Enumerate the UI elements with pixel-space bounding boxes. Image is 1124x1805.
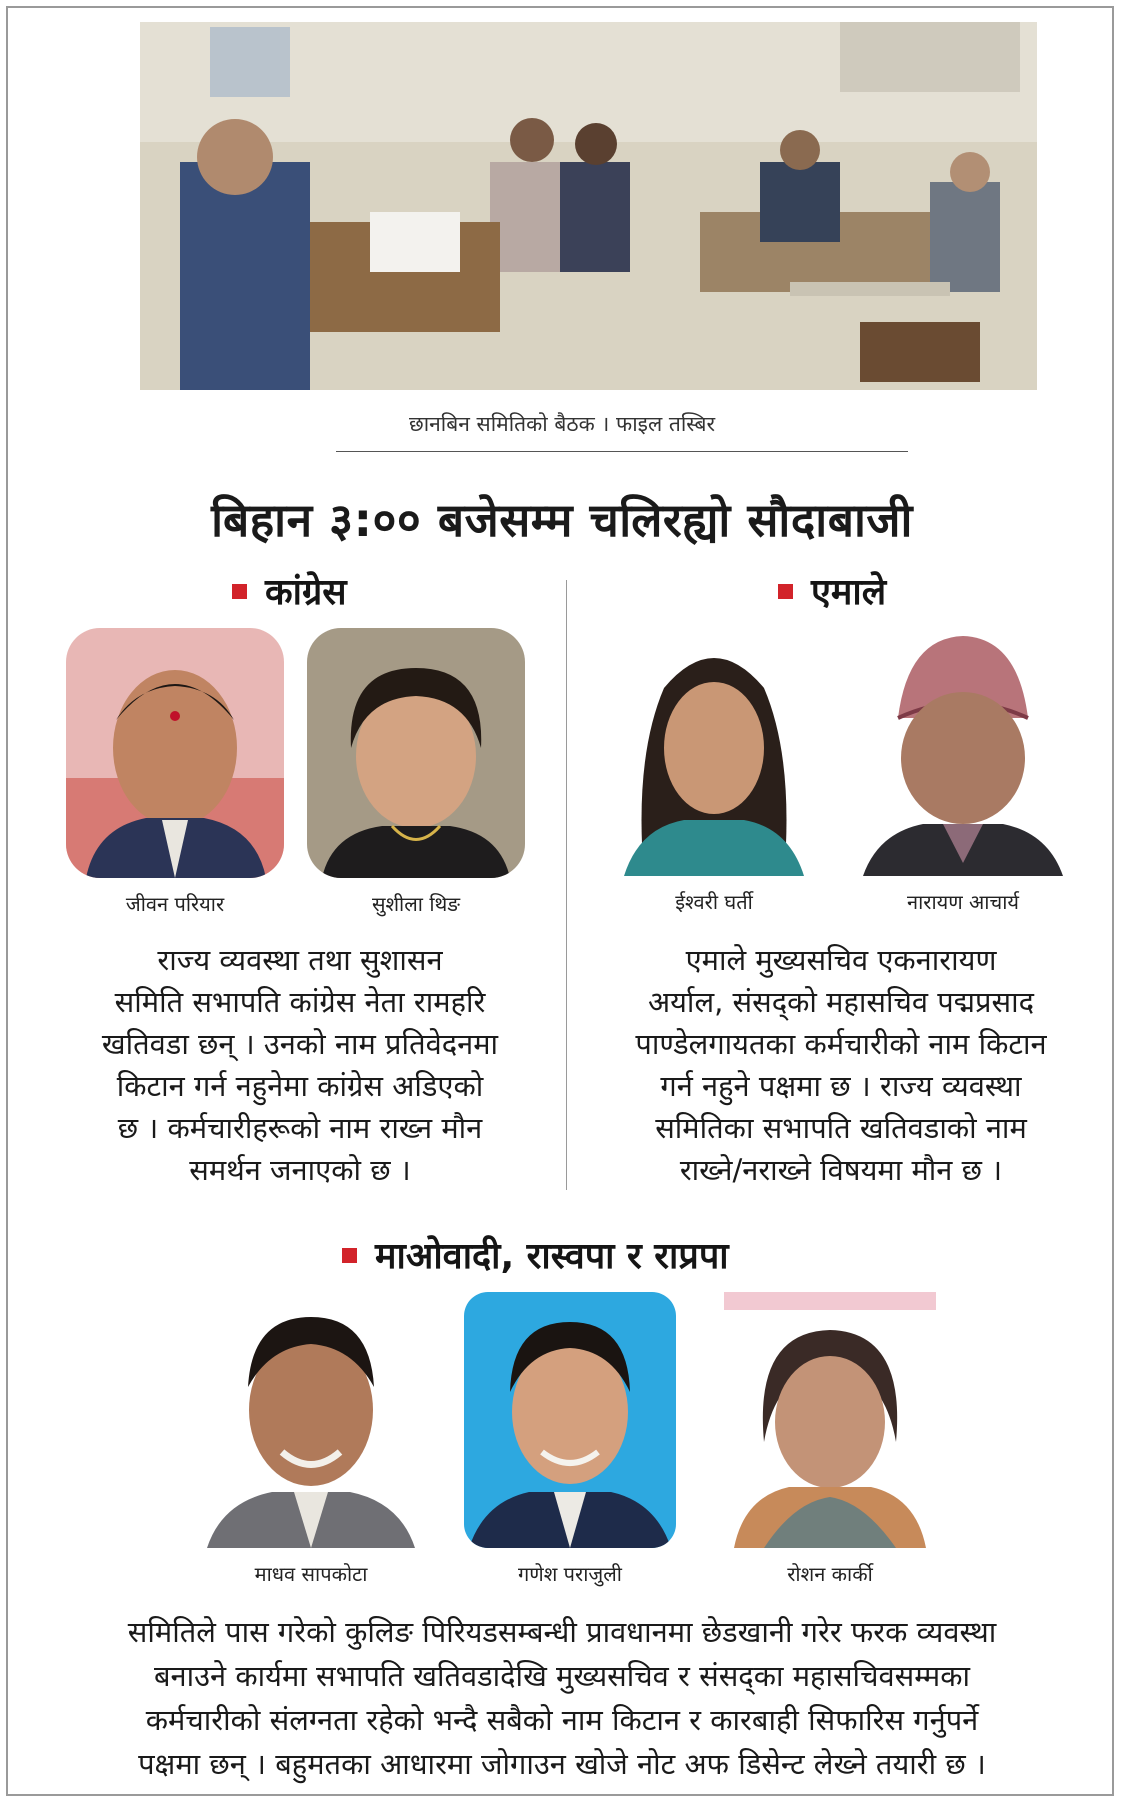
congress-title-text: कांग्रेस [265, 572, 347, 613]
others-section-title [342, 1230, 729, 1279]
name-jeevan-pariyar: जीवन परियार [125, 892, 225, 916]
text-line: पक्षमा छन् । बहुमतका आधारमा जोगाउन खोजे नोट अफ डिसेन्ट लेख्ने तयारी छ । [138, 1747, 986, 1781]
text-line: समितिले पास गरेको कुलिङ पिरियडसम्बन्धी प्रावधानमा छेडखानी गरेर फरक व्यवस्था [127, 1615, 997, 1649]
headline: बिहान ३:०० बजेसम्म चलिरह्यो सौदाबाजी [211, 493, 913, 547]
uml-section-title [778, 566, 886, 615]
name-madhav-sapkota: माधव सापकोटा [254, 1562, 368, 1586]
text-line: छ । कर्मचारीहरूको नाम राख्न मौन [117, 1111, 483, 1145]
uml-paragraph [576, 939, 1106, 1191]
name-roshan-karki: रोशन कार्की [787, 1562, 873, 1586]
text-line: राख्ने/नराख्ने विषयमा मौन छ । [679, 1153, 1003, 1187]
portrait-ganesh-parajuli [464, 1292, 676, 1548]
text-line: समिति सभापति कांग्रेस नेता रामहरि [114, 985, 486, 1019]
portrait-narayan-acharya [858, 628, 1068, 876]
text-line: एमाले मुख्यसचिव एकनारायण [685, 943, 997, 977]
text-line: समितिका सभापति खतिवडाको नाम [655, 1111, 1027, 1145]
column-divider [566, 580, 567, 1190]
portrait-madhav-sapkota [202, 1292, 420, 1548]
text-line: बनाउने कार्यमा सभापति खतिवडादेखि मुख्यसचिव र संसद्का महासचिवसम्मका [153, 1659, 971, 1693]
text-line: गर्न नहुने पक्षमा छ । राज्य व्यवस्था [660, 1069, 1022, 1103]
portrait-jeevan-pariyar [66, 628, 284, 878]
text-line: अर्याल, संसद्को महासचिव पद्मप्रसाद [647, 985, 1035, 1019]
text-line: पाण्डेलगायतका कर्मचारीको नाम किटान [635, 1027, 1047, 1061]
text-line: खतिवडा छन् । उनको नाम प्रतिवेदनमा [101, 1027, 499, 1061]
name-ishwari-gharti: ईश्वरी घर्ती [675, 890, 753, 914]
red-square-bullet [342, 1248, 357, 1263]
congress-section-title [232, 566, 347, 615]
portrait-susheela-thing [307, 628, 525, 878]
others-title-text: माओवादी, रास्वपा र राप्रपा [375, 1236, 729, 1277]
red-square-bullet [232, 584, 247, 599]
name-narayan-acharya: नारायण आचार्य [907, 890, 1019, 914]
name-ganesh-parajuli: गणेश पराजुली [518, 1562, 622, 1586]
meeting-photo [140, 22, 1037, 390]
text-line: कर्मचारीको संलग्नता रहेको भन्दै सबैको नाम किटान र कारबाही सिफारिस गर्नुपर्ने [145, 1703, 979, 1737]
portrait-roshan-karki [724, 1292, 936, 1548]
caption-divider [336, 451, 908, 452]
text-line: किटान गर्न नहुनेमा कांग्रेस अडिएको [116, 1069, 484, 1103]
portrait-ishwari-gharti [614, 628, 814, 876]
others-paragraph [30, 1610, 1094, 1786]
red-square-bullet [778, 584, 793, 599]
text-line: समर्थन जनाएको छ । [189, 1153, 411, 1187]
photo-caption: छानबिन समितिको बैठक । फाइल तस्बिर [408, 412, 716, 436]
name-susheela-thing: सुशीला थिङ [371, 892, 461, 916]
congress-paragraph [40, 939, 560, 1191]
text-line: राज्य व्यवस्था तथा सुशासन [157, 943, 443, 977]
uml-title-text: एमाले [811, 572, 887, 613]
